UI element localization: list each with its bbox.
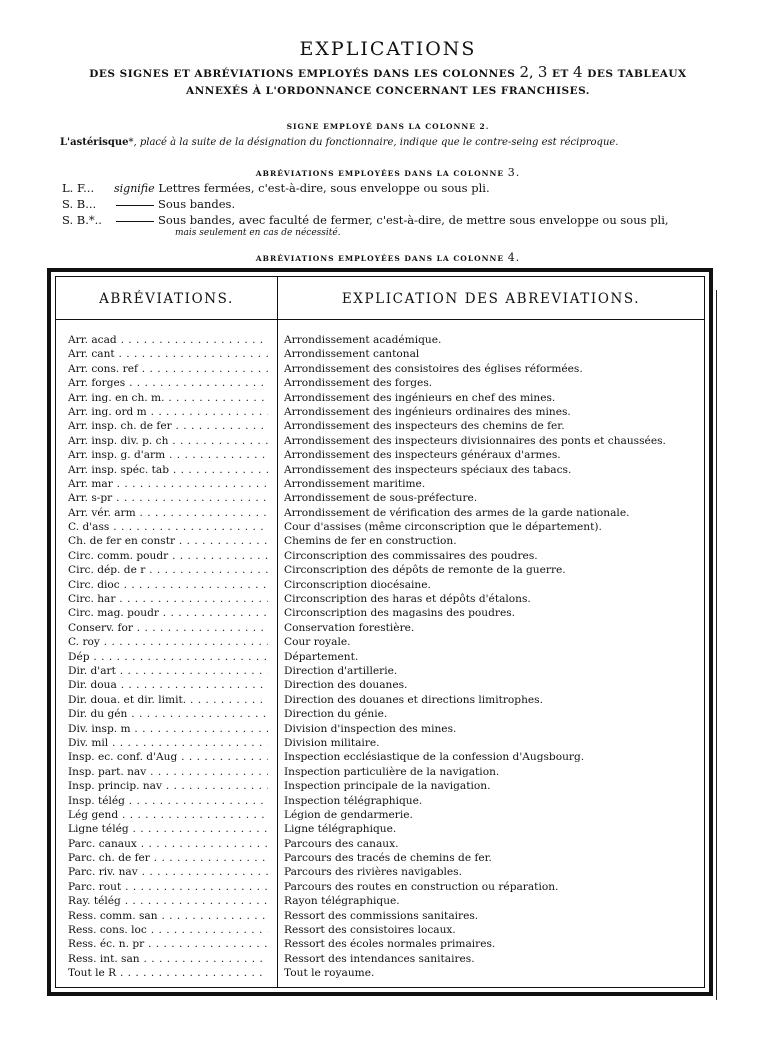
table-row (56, 722, 704, 736)
table-row (56, 808, 704, 822)
asterisk-note (60, 137, 760, 148)
abbreviation-cell: Insp. princip. nav . . . (68, 779, 268, 793)
abbreviation-cell: Circ. mag. poudr . . . (68, 606, 268, 620)
abbreviation-cell: Arr. insp. div. p. ch . . . (68, 434, 268, 448)
abbreviation-cell: Parc. ch. de fer . . . (68, 851, 268, 865)
ditto-rule (116, 221, 154, 222)
explanation-cell: Ressort des intendances sanitaires. (284, 952, 475, 965)
page-subtitle (40, 64, 736, 100)
col3-abbr: S. B... (62, 197, 97, 211)
col3-row-lf (62, 181, 490, 195)
table-row (56, 347, 704, 361)
table-row (56, 837, 704, 851)
abbreviation-cell: Div. insp. m . . . (68, 722, 268, 736)
abbreviation-cell: Ress. int. san . . . (68, 952, 268, 966)
table-row (56, 664, 704, 678)
abbreviation-cell: Insp. ec. conf. d'Aug . . . (68, 750, 268, 764)
explanation-cell: Ligne télégraphique. (284, 823, 397, 836)
abbreviation-cell: Circ. comm. poudr . . . (68, 549, 268, 563)
abbreviation-cell: Ress. cons. loc . . . (68, 923, 268, 937)
abbreviation-cell: Ch. de fer en constr . . . (68, 534, 268, 548)
abbreviation-cell: Ligne télég . . . (68, 822, 268, 836)
table-row (56, 578, 704, 592)
table-header-abbreviations: ABRÉVIATIONS. (99, 291, 234, 307)
col3-signifie: signifie (114, 182, 155, 195)
explanation-cell: Arrondissement de vérification des armes de la garde nationale. (284, 506, 630, 519)
table-row (56, 851, 704, 865)
table-row (56, 822, 704, 836)
subtitle-line-1 (40, 64, 736, 83)
table-row (56, 606, 704, 620)
explanation-cell: Direction d'artillerie. (284, 664, 398, 677)
abbreviation-cell: Arr. mar . . . (68, 477, 268, 491)
abbreviation-cell: Arr. cons. ref . . . (68, 362, 268, 376)
explanation-cell: Arrondissement des consistoires des églises réformées. (284, 362, 583, 375)
table-row (56, 865, 704, 879)
explanation-cell: Parcours des tracés de chemins de fer. (284, 852, 492, 865)
abbreviation-cell: Conserv. for . . . (68, 621, 268, 635)
subtitle-comma: , (529, 68, 534, 80)
section-col4-heading (0, 251, 776, 264)
table-row (56, 779, 704, 793)
abbreviation-cell: Dir. doua . . . (68, 678, 268, 692)
explanation-cell: Arrondissement des inspecteurs des chemins de fer. (284, 420, 565, 433)
header-rule (56, 319, 704, 320)
table-row (56, 678, 704, 692)
abbreviation-cell: Ress. éc. n. pr . . . (68, 937, 268, 951)
asterisk-note-lead: L'astérisque (60, 137, 129, 148)
section-col2-heading: SIGNE EMPLOYÉ DANS LA COLONNE 2. (286, 122, 490, 131)
abbreviation-cell: Arr. forges . . . (68, 376, 268, 390)
explanation-cell: Arrondissement cantonal (284, 348, 420, 361)
col3-text: Lettres fermées, c'est-à-dire, sous enveloppe ou sous pli. (158, 181, 490, 195)
col3-text: Sous bandes. (158, 197, 236, 211)
subtitle-part-b: DES TABLEAUX (587, 68, 687, 80)
table-row (56, 765, 704, 779)
abbreviation-cell: Arr. s-pr . . . (68, 491, 268, 505)
abbreviation-cell: Arr. ing. ord m . . . (68, 405, 268, 419)
subtitle-part-a: DES SIGNES ET ABRÉVIATIONS EMPLOYÉS DANS LES COLONNES (89, 68, 516, 80)
col3-row-sb-star (62, 213, 669, 227)
table-row (56, 621, 704, 635)
table-row (56, 894, 704, 908)
table-inner-frame (55, 276, 705, 988)
explanation-cell: Arrondissement maritime. (284, 477, 426, 490)
explanation-cell: Ressort des écoles normales primaires. (284, 938, 496, 951)
col3-abbr: L. F... (62, 181, 95, 195)
abbreviation-cell: Dir. d'art . . . (68, 664, 268, 678)
col3-text: Sous bandes, avec faculté de fermer, c'est-à-dire, de mettre sous enveloppe ou sous pli, (158, 213, 669, 227)
section-col4-heading-num: 4. (507, 251, 521, 264)
col3-row-sb (62, 197, 235, 211)
col3-note: mais seulement en cas de nécessité. (175, 228, 341, 238)
table-row (56, 506, 704, 520)
table-row (56, 534, 704, 548)
abbreviation-cell: Insp. part. nav . . . (68, 765, 268, 779)
subtitle-col-4: 4 (573, 63, 584, 81)
explanation-cell: Cour d'assises (même circonscription que le département). (284, 521, 602, 534)
explanation-cell: Conservation forestière. (284, 621, 415, 634)
explanation-cell: Arrondissement des ingénieurs ordinaires des mines. (284, 405, 571, 418)
table-row (56, 693, 704, 707)
abbreviation-cell: C. roy . . . (68, 635, 268, 649)
table-row (56, 405, 704, 419)
page-edge-rule (716, 290, 717, 1000)
section-col4-heading-text: ABRÉVIATIONS EMPLOYÉES DANS LA COLONNE (255, 254, 505, 263)
table-row (56, 736, 704, 750)
abbreviation-cell: Circ. dioc . . . (68, 578, 268, 592)
col3-abbr: S. B.*.. (62, 213, 102, 227)
abbreviation-cell: Div. mil . . . (68, 736, 268, 750)
table-row (56, 520, 704, 534)
abbreviation-cell: Circ. dép. de r . . . (68, 563, 268, 577)
abbreviation-cell: Arr. insp. g. d'arm . . . (68, 448, 268, 462)
explanation-cell: Division militaire. (284, 736, 380, 749)
explanation-cell: Parcours des routes en construction ou réparation. (284, 880, 559, 893)
table-row (56, 477, 704, 491)
abbreviation-cell: Insp. télég . . . (68, 794, 268, 808)
table-row (56, 333, 704, 347)
table-row (56, 794, 704, 808)
explanation-cell: Inspection particulière de la navigation. (284, 765, 500, 778)
explanation-cell: Rayon télégraphique. (284, 895, 400, 908)
subtitle-col-3: 3 (537, 63, 548, 81)
abbreviation-cell: Ray. télég . . . (68, 894, 268, 908)
table-row (56, 952, 704, 966)
abbreviation-cell: Arr. cant . . . (68, 347, 268, 361)
table-row (56, 635, 704, 649)
abbreviation-cell: C. d'ass . . . (68, 520, 268, 534)
table-row (56, 937, 704, 951)
section-col3-heading (0, 166, 776, 179)
explanation-cell: Circonscription diocésaine. (284, 578, 431, 591)
abbreviation-cell: Dir. doua. et dir. limit. . . . (68, 693, 268, 707)
table-row (56, 434, 704, 448)
table-row (56, 563, 704, 577)
explanation-cell: Arrondissement des inspecteurs généraux d'armes. (284, 449, 561, 462)
abbreviation-cell: Arr. acad . . . (68, 333, 268, 347)
explanation-cell: Inspection ecclésiastique de la confession d'Augsbourg. (284, 751, 585, 764)
table-row (56, 880, 704, 894)
table-row (56, 750, 704, 764)
table-row (56, 419, 704, 433)
explanation-cell: Cour royale. (284, 636, 351, 649)
table-row (56, 391, 704, 405)
table-row (56, 909, 704, 923)
explanation-cell: Ressort des commissions sanitaires. (284, 909, 479, 922)
explanation-cell: Arrondissement de sous-préfecture. (284, 492, 478, 505)
explanation-cell: Direction du génie. (284, 708, 388, 721)
asterisk-note-text: *, placé à la suite de la désignation du fonctionnaire, indique que le contre-seing est réciproque. (128, 137, 619, 148)
explanation-cell: Direction des douanes. (284, 679, 408, 692)
explanation-cell: Arrondissement des inspecteurs spéciaux des tabacs. (284, 463, 572, 476)
explanation-cell: Arrondissement académique. (284, 334, 442, 346)
section-col3-heading-num: 3. (507, 166, 521, 179)
explanation-cell: Arrondissement des ingénieurs en chef des mines. (284, 391, 556, 404)
explanation-cell: Parcours des canaux. (284, 837, 399, 850)
explanation-cell: Inspection télégraphique. (284, 794, 423, 807)
abbreviation-cell: Ress. comm. san . . . (68, 909, 268, 923)
explanation-cell: Chemins de fer en construction. (284, 535, 457, 548)
ditto-rule (116, 205, 154, 206)
table-row (56, 707, 704, 721)
abbreviation-cell: Arr. insp. spéc. tab . . . (68, 463, 268, 477)
explanation-cell: Division d'inspection des mines. (284, 722, 457, 735)
table-header-explication: EXPLICATION DES ABREVIATIONS. (341, 291, 641, 307)
subtitle-et: ET (552, 68, 569, 80)
explanation-cell: Légion de gendarmerie. (284, 808, 413, 821)
explanation-cell: Ressort des consistoires locaux. (284, 924, 456, 937)
abbreviation-cell: Arr. ing. en ch. m. . . . (68, 391, 268, 405)
table-row (56, 966, 704, 980)
table-row (56, 362, 704, 376)
explanation-cell: Arrondissement des inspecteurs divisionnaires des ponts et chaussées. (284, 434, 666, 447)
abbreviation-cell: Circ. har . . . (68, 592, 268, 606)
explanation-cell: Circonscription des commissaires des poudres. (284, 549, 538, 562)
abbreviation-cell: Dir. du gén . . . (68, 707, 268, 721)
explanation-cell: Direction des douanes et directions limitrophes. (284, 693, 543, 706)
table-row (56, 549, 704, 563)
abbreviation-cell: Parc. riv. nav . . . (68, 865, 268, 879)
abbreviation-cell: Arr. insp. ch. de fer . . . (68, 419, 268, 433)
explanation-cell: Circonscription des dépôts de remonte de la guerre. (284, 564, 566, 577)
abbreviation-cell: Parc. canaux . . . (68, 837, 268, 851)
abbreviations-table (47, 268, 713, 996)
explanation-cell: Département. (284, 650, 359, 663)
abbreviation-cell: Dép . . . (68, 650, 268, 664)
table-row (56, 376, 704, 390)
abbreviation-cell: Tout le R . . . (68, 966, 268, 980)
explanation-cell: Circonscription des magasins des poudres. (284, 607, 516, 620)
explanation-cell: Arrondissement des forges. (284, 377, 433, 390)
abbreviation-cell: Arr. vér. arm . . . (68, 506, 268, 520)
subtitle-col-2: 2 (519, 63, 530, 81)
table-row (56, 650, 704, 664)
explanation-cell: Inspection principale de la navigation. (284, 780, 491, 793)
explanation-cell: Parcours des rivières navigables. (284, 866, 462, 879)
page-title: EXPLICATIONS (299, 38, 477, 60)
table-row (56, 448, 704, 462)
section-col3-heading-text: ABRÉVIATIONS EMPLOYÉES DANS LA COLONNE (255, 169, 505, 178)
table-row (56, 491, 704, 505)
abbreviation-cell: Parc. rout . . . (68, 880, 268, 894)
table-row (56, 923, 704, 937)
table-row (56, 592, 704, 606)
table-body (56, 333, 704, 981)
explanation-cell: Circonscription des haras et dépôts d'étalons. (284, 593, 531, 606)
explanation-cell: Tout le royaume. (284, 967, 375, 980)
table-row (56, 463, 704, 477)
subtitle-line-2: ANNEXÉS À L'ORDONNANCE CONCERNANT LES FRANCHISES. (186, 85, 590, 97)
abbreviation-cell: Lég gend . . . (68, 808, 268, 822)
